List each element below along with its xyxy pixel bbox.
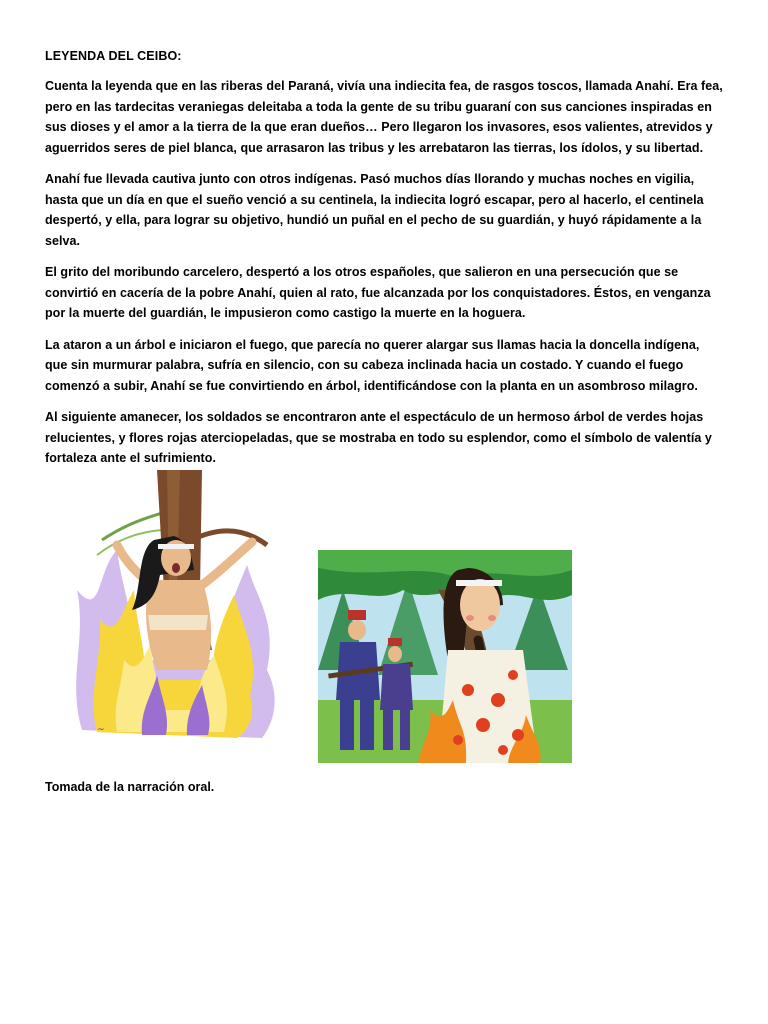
svg-text:~: ~ xyxy=(97,725,105,735)
paragraph-1: Cuenta la leyenda que en las riberas del Paraná, vivía una indiecita fea, de rasgos toscos, llamada Anahí. Era fea, pero en las tardecitas veraniegas deleitaba a toda la gente de su tribu guaraní con sus canciones inspiradas en sus dioses y el amor a la tierra de la que eran dueños… Pero llegaron los invasores, esos valientes, atrevidos y aguerridos seres de piel blanca, que arrasaron las tribus y les arrebataron las tierras, los ídolos, y su libertad. xyxy=(45,79,723,155)
illustration-anahi-in-flames xyxy=(62,470,290,748)
document-body xyxy=(45,46,725,480)
paragraph-3: El grito del moribundo carcelero, despertó a los otros españoles, que salieron en una persecución que se convirtió en cacería de la pobre Anahí, quien al rato, fue alcanzada por los conquistadores. Éstos, en venganza por la muerte del guardián, le impusieron como castigo la muerte en la hoguera. xyxy=(45,265,711,320)
paragraph-2: Anahí fue llevada cautiva junto con otros indígenas. Pasó muchos días llorando y muchas noches en vigilia, hasta que un día en que el sueño venció a su centinela, la indiecita logró escapar, pero al hacerlo, el centinela despertó, y ella, para lograr su objetivo, hundió un puñal en el pecho de su guardián, y huyó rápidamente a la selva. xyxy=(45,172,704,248)
illustration-anahi-and-soldiers xyxy=(318,550,572,763)
paragraph-4: La ataron a un árbol e iniciaron el fuego, que parecía no querer alargar sus llamas hacia la doncella indígena, que sin murmurar palabra, sufría en silencio, con su cabeza inclinada hacia un costado. Y cuando el fuego comenzó a subir, Anahí se fue convirtiendo en árbol, identificándose con la planta en un asombroso milagro. xyxy=(45,337,700,393)
paragraph-5: Al siguiente amanecer, los soldados se encontraron ante el espectáculo de un hermoso árbol de verdes hojas relucientes, y flores rojas aterciopeladas, que se mostraba en todo su esplendor, como el símbolo de valentía y fortaleza ante el sufrimiento. xyxy=(45,410,712,465)
document-title: LEYENDA DEL CEIBO: xyxy=(45,49,182,63)
image-caption: Tomada de la narración oral. xyxy=(45,780,215,794)
